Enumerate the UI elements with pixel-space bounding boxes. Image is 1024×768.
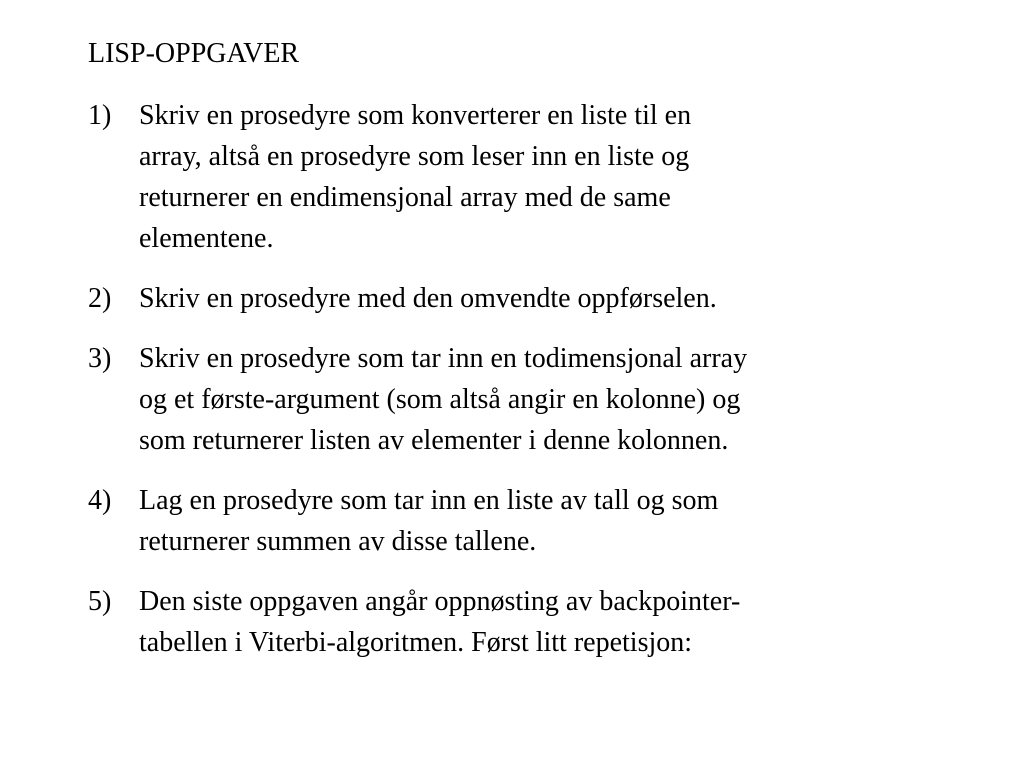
task-number: 3) <box>88 343 112 374</box>
task-line: elementene. <box>139 223 274 254</box>
task-item <box>88 480 908 562</box>
task-text <box>139 95 908 259</box>
task-item <box>88 581 908 663</box>
task-line: Skriv en prosedyre som tar inn en todimensjonal array <box>139 343 748 374</box>
task-text <box>139 278 908 319</box>
task-line: og et første-argument (som altså angir en kolonne) og <box>139 384 741 415</box>
task-list <box>88 95 908 682</box>
task-item <box>88 278 908 319</box>
task-line: Skriv en prosedyre med den omvendte oppførselen. <box>139 283 717 314</box>
task-line: Skriv en prosedyre som konverterer en liste til en <box>139 100 692 131</box>
task-number: 4) <box>88 485 112 516</box>
task-line: tabellen i Viterbi-algoritmen. Først litt repetisjon: <box>139 627 693 658</box>
task-line: array, altså en prosedyre som leser inn en liste og <box>139 141 690 172</box>
task-line: som returnerer listen av elementer i denne kolonnen. <box>139 425 729 456</box>
task-text <box>139 581 908 663</box>
task-number: 2) <box>88 283 112 314</box>
task-item <box>88 95 908 259</box>
task-line: Lag en prosedyre som tar inn en liste av tall og som <box>139 485 719 516</box>
task-line: returnerer summen av disse tallene. <box>139 526 537 557</box>
task-line: returnerer en endimensjonal array med de same <box>139 182 671 213</box>
task-line: Den siste oppgaven angår oppnøsting av backpointer- <box>139 586 741 617</box>
slide-title: LISP-OPPGAVER <box>88 38 300 69</box>
task-item <box>88 338 908 461</box>
task-text <box>139 338 908 461</box>
task-number: 1) <box>88 100 112 131</box>
task-text <box>139 480 908 562</box>
task-number: 5) <box>88 586 112 617</box>
